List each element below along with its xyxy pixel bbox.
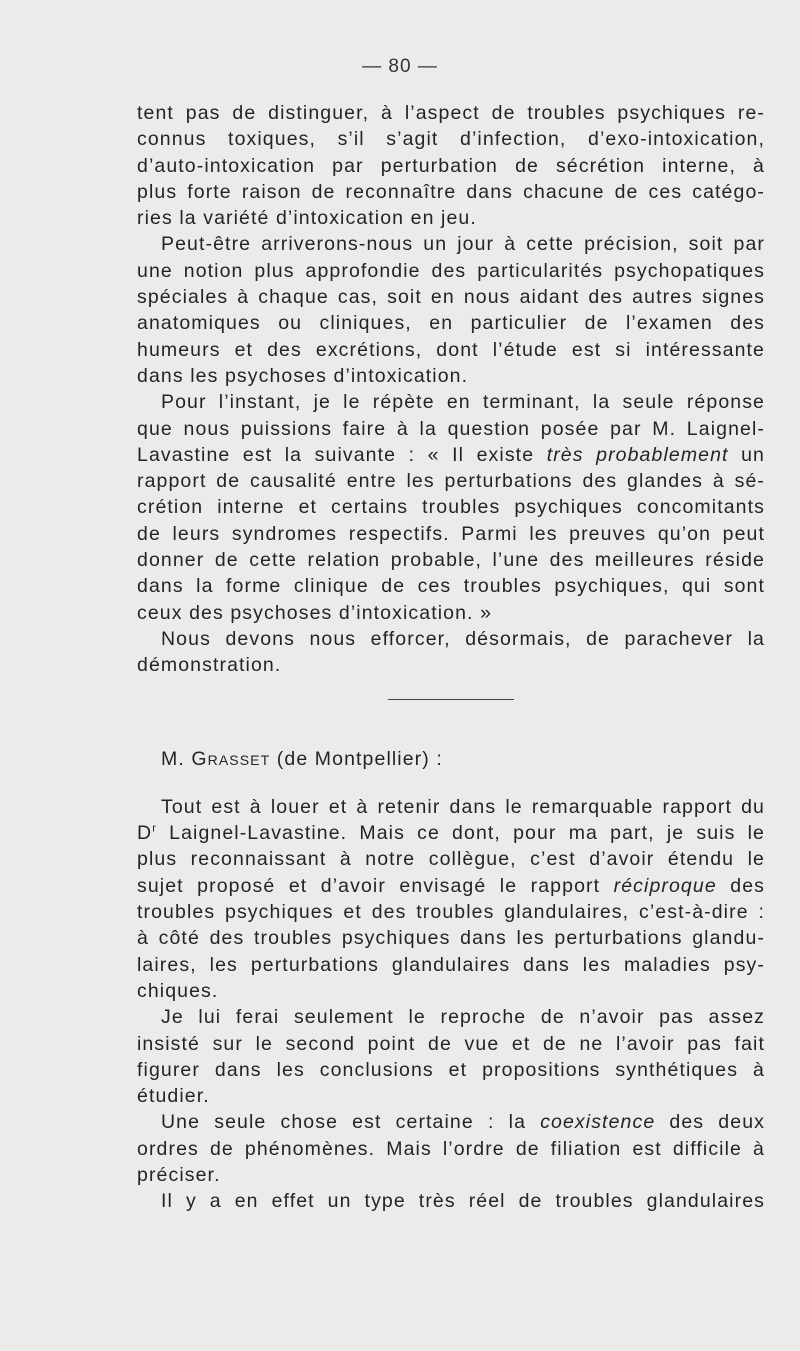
speaker-name: Grasset: [191, 747, 271, 770]
spacer: [137, 772, 765, 794]
text-line: connus toxiques, s’il s’agit d’infection, d’exo-intoxication,: [137, 128, 765, 151]
text-line: crétion interne et certains troubles psychiques concomitants: [137, 496, 765, 519]
body-text: [137, 100, 765, 1215]
text-run: sujet proposé et d’avoir envisagé le rapport: [137, 874, 614, 897]
speaker-heading: [137, 746, 765, 772]
paragraph: [137, 1109, 765, 1188]
section-divider: [388, 699, 514, 700]
text-run: des: [716, 874, 765, 897]
text-line: [137, 442, 765, 468]
paragraph: [137, 231, 765, 389]
text-line: Je lui ferai seulement le reproche de n’avoir pas assez: [161, 1006, 765, 1029]
text-run: D: [137, 822, 153, 845]
paragraph: [137, 100, 765, 231]
text-line: à côté des troubles psychiques dans les perturbations glandu-: [137, 927, 765, 950]
paragraph: [137, 389, 765, 626]
text-line: chiques.: [137, 979, 219, 1002]
text-run: Lavastine est la suivante : « Il existe: [137, 443, 547, 466]
text-line: préciser.: [137, 1163, 221, 1186]
text-line: d’auto-intoxication par perturbation de sécrétion interne, à: [137, 154, 765, 177]
text-line: plus forte raison de reconnaître dans chacune de ces catégo-: [137, 180, 765, 203]
text-line: ries la variété d’intoxication en jeu.: [137, 207, 477, 230]
text-line: rapport de causalité entre les perturbations des glandes à sé-: [137, 470, 765, 493]
text-line: laires, les perturbations glandulaires dans les maladies psy-: [137, 953, 765, 976]
paragraph: [137, 626, 765, 679]
text-line: dans les psychoses d’intoxication.: [137, 364, 469, 387]
page-number: — 80 —: [362, 56, 438, 77]
text-line: ordres de phénomènes. Mais l’ordre de filiation est difficile à: [137, 1137, 765, 1160]
emphasis: réciproque: [613, 874, 717, 897]
text-line: spéciales à chaque cas, soit en nous aidant des autres signes: [137, 286, 765, 309]
text-line: Peut-être arriverons-nous un jour à cette précision, soit par: [161, 233, 765, 256]
emphasis: coexistence: [540, 1111, 656, 1134]
text-line: ceux des psychoses d’intoxication. »: [137, 601, 493, 624]
text-line: démonstration.: [137, 654, 282, 677]
text-line: Tout est à louer et à retenir dans le remarquable rapport du: [161, 795, 765, 818]
text-line: tent pas de distinguer, à l’aspect de troubles psychiques re-: [137, 102, 765, 124]
text-line: de leurs syndromes respectifs. Parmi les preuves qu’on peut: [137, 522, 765, 545]
text-line: Nous devons nous efforcer, désormais, de parachever la: [161, 627, 765, 650]
text-run: (de Montpellier) :: [270, 747, 443, 770]
text-line: anatomiques ou cliniques, en particulier de l’examen des: [137, 312, 765, 335]
text-run: des deux: [655, 1111, 765, 1134]
text-run: un: [728, 443, 765, 466]
text-line: étudier.: [137, 1085, 210, 1108]
text-line: donner de cette relation probable, l’une des meilleures réside: [137, 549, 765, 572]
text-line: troubles psychiques et des troubles glandulaires, c’est-à-dire :: [137, 901, 765, 924]
superscript: r: [152, 822, 157, 835]
text-line: une notion plus approfondie des particularités psychopatiques: [137, 259, 765, 282]
text-line: dans la forme clinique de ces troubles psychiques, qui sont: [137, 575, 765, 598]
text-run: Laignel-Lavastine. Mais ce dont, pour ma part, je suis le: [156, 822, 765, 845]
emphasis: très probablement: [546, 443, 729, 466]
text-line: [137, 1109, 765, 1135]
text-line: figurer dans les conclusions et propositions synthétiques à: [137, 1058, 765, 1081]
paragraph: [137, 1004, 765, 1109]
text-line: Pour l’instant, je le répète en terminant, la seule réponse: [161, 391, 765, 414]
text-line: que nous puissions faire à la question posée par M. Laignel-: [137, 417, 765, 440]
paragraph: [137, 1188, 765, 1214]
text-run: M.: [161, 747, 192, 770]
text-line: [137, 820, 765, 846]
text-run: Une seule chose est certaine : la: [161, 1111, 541, 1134]
text-line: Il y a en effet un type très réel de troubles glandulaires: [161, 1190, 765, 1213]
text-line: insisté sur le second point de vue et de ne l’avoir pas fait: [137, 1032, 765, 1055]
text-line: plus reconnaissant à notre collègue, c’est d’avoir étendu le: [137, 848, 765, 871]
paragraph: [137, 794, 765, 1004]
text-line: [137, 873, 765, 899]
text-line: humeurs et des excrétions, dont l’étude est si intéressante: [137, 338, 765, 361]
